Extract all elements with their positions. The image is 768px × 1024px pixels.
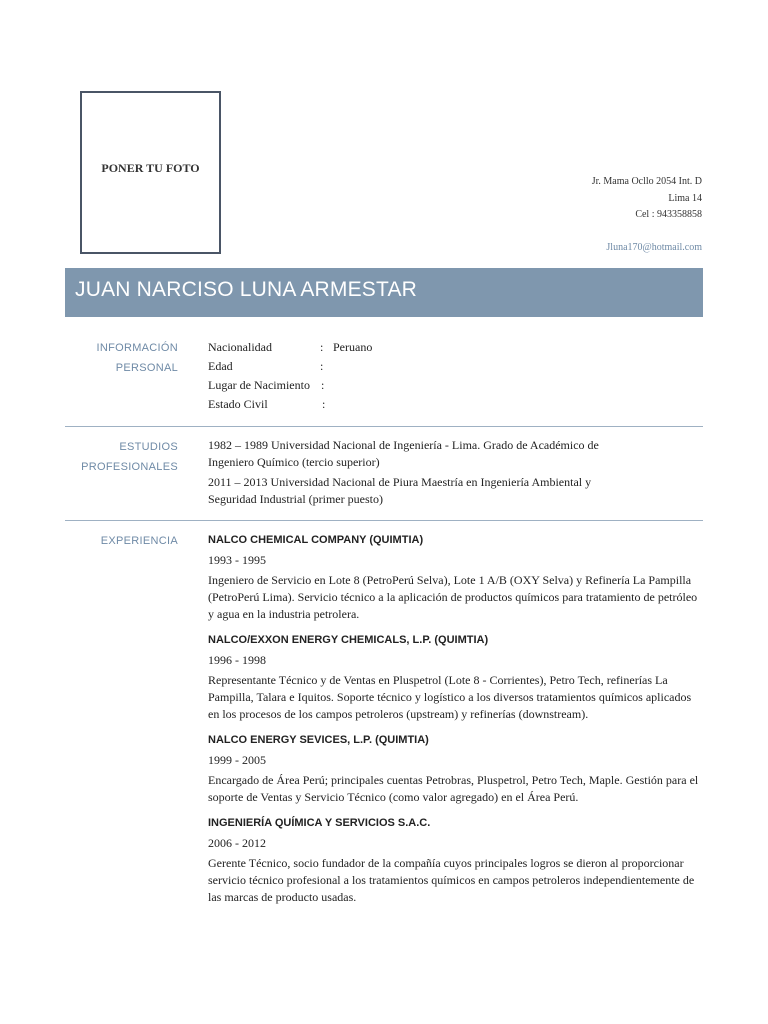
personal-row-nacionalidad bbox=[208, 339, 508, 358]
job-description: Ingeniero de Servicio en Lote 8 (PetroPerú Selva), Lote 1 A/B (OXY Selva) y Refinería La Pampilla (PetroPerú Lima). Servicio técnico a la aplicación de productos químicos para tratamiento de petróleo y agua en la industria petrolera. bbox=[208, 573, 698, 621]
experience-label: EXPERIENCIA bbox=[100, 535, 178, 547]
name-banner bbox=[65, 268, 703, 317]
job-company: NALCO ENERGY SEVICES, L.P. (QUIMTIA) bbox=[208, 734, 429, 746]
field-colon: : bbox=[321, 378, 325, 392]
field-key: Nacionalidad bbox=[208, 340, 272, 354]
field-value: Peruano bbox=[333, 340, 373, 354]
contact-city: Lima 14 bbox=[668, 192, 702, 204]
photo-placeholder-text: PONER TU FOTO bbox=[101, 161, 200, 175]
photo-placeholder-box bbox=[80, 91, 221, 254]
job-description: Gerente Técnico, socio fundador de la compañía cuyos principales logros se dieron al proporcionar servicio técnico profesional a los tratamientos químicos en campos petroleros independientemente de las marcas de producto usadas. bbox=[208, 856, 695, 904]
job-years: 1999 - 2005 bbox=[208, 753, 266, 767]
experience-section-label bbox=[101, 531, 178, 551]
job-entry bbox=[208, 633, 703, 723]
contact-email[interactable]: Jluna170@hotmail.com bbox=[606, 241, 702, 253]
job-company: NALCO/EXXON ENERGY CHEMICALS, L.P. (QUIMTIA) bbox=[208, 634, 489, 646]
section-divider bbox=[65, 426, 703, 427]
experience-list bbox=[208, 533, 703, 916]
job-years: 1996 - 1998 bbox=[208, 653, 266, 667]
studies-list bbox=[208, 437, 638, 511]
personal-fields bbox=[208, 339, 508, 415]
contact-block bbox=[592, 174, 702, 256]
field-colon: : bbox=[322, 397, 326, 411]
personal-row-lugar-nacimiento bbox=[208, 377, 508, 396]
job-entry bbox=[208, 733, 703, 806]
job-entry bbox=[208, 533, 703, 623]
section-divider bbox=[65, 520, 703, 521]
study-entry: 1982 – 1989 Universidad Nacional de Ingeniería - Lima. Grado de Académico de Ingeniero Químico (tercio superior) bbox=[208, 438, 599, 469]
job-entry bbox=[208, 816, 703, 906]
job-years: 1993 - 1995 bbox=[208, 553, 266, 567]
field-colon: : bbox=[320, 340, 324, 354]
contact-phone: Cel : 943358858 bbox=[635, 209, 702, 220]
studies-section-label bbox=[81, 437, 178, 477]
personal-label-line2: PERSONAL bbox=[115, 362, 178, 374]
personal-row-estado-civil bbox=[208, 396, 508, 415]
studies-label-line2: PROFESIONALES bbox=[81, 461, 178, 473]
field-key: Edad bbox=[208, 359, 233, 373]
job-description: Encargado de Área Perú; principales cuentas Petrobras, Pluspetrol, Petro Tech, Maple. Gestión para el soporte de Ventas y Servicio Técnico (como valor agregado) en el Área Perú. bbox=[208, 773, 699, 804]
studies-label-line1: ESTUDIOS bbox=[119, 441, 178, 453]
personal-section-label bbox=[96, 338, 178, 378]
contact-address: Jr. Mama Ocllo 2054 Int. D bbox=[591, 176, 702, 187]
field-key: Estado Civil bbox=[208, 397, 268, 411]
personal-row-edad bbox=[208, 358, 508, 377]
study-entry: 2011 – 2013 Universidad Nacional de Piura Maestría en Ingeniería Ambiental y Seguridad Industrial (primer puesto) bbox=[208, 475, 592, 506]
job-years: 2006 - 2012 bbox=[208, 836, 266, 850]
field-key: Lugar de Nacimiento bbox=[208, 378, 310, 392]
personal-label-line1: INFORMACIÓN bbox=[96, 342, 178, 354]
field-colon: : bbox=[320, 359, 324, 373]
job-company: INGENIERÍA QUÍMICA Y SERVICIOS S.A.C. bbox=[208, 817, 431, 829]
job-company: NALCO CHEMICAL COMPANY (QUIMTIA) bbox=[208, 534, 424, 546]
job-description: Representante Técnico y de Ventas en Pluspetrol (Lote 8 - Corrientes), Petro Tech, refinerías La Pampilla, Talara e Iquitos. Soporte técnico y logístico a los diversos tratamientos químicos aplicados en los procesos de los campos petroleros (upstream) y refinerías (downstream). bbox=[208, 673, 692, 721]
full-name: JUAN NARCISO LUNA ARMESTAR bbox=[75, 278, 418, 301]
